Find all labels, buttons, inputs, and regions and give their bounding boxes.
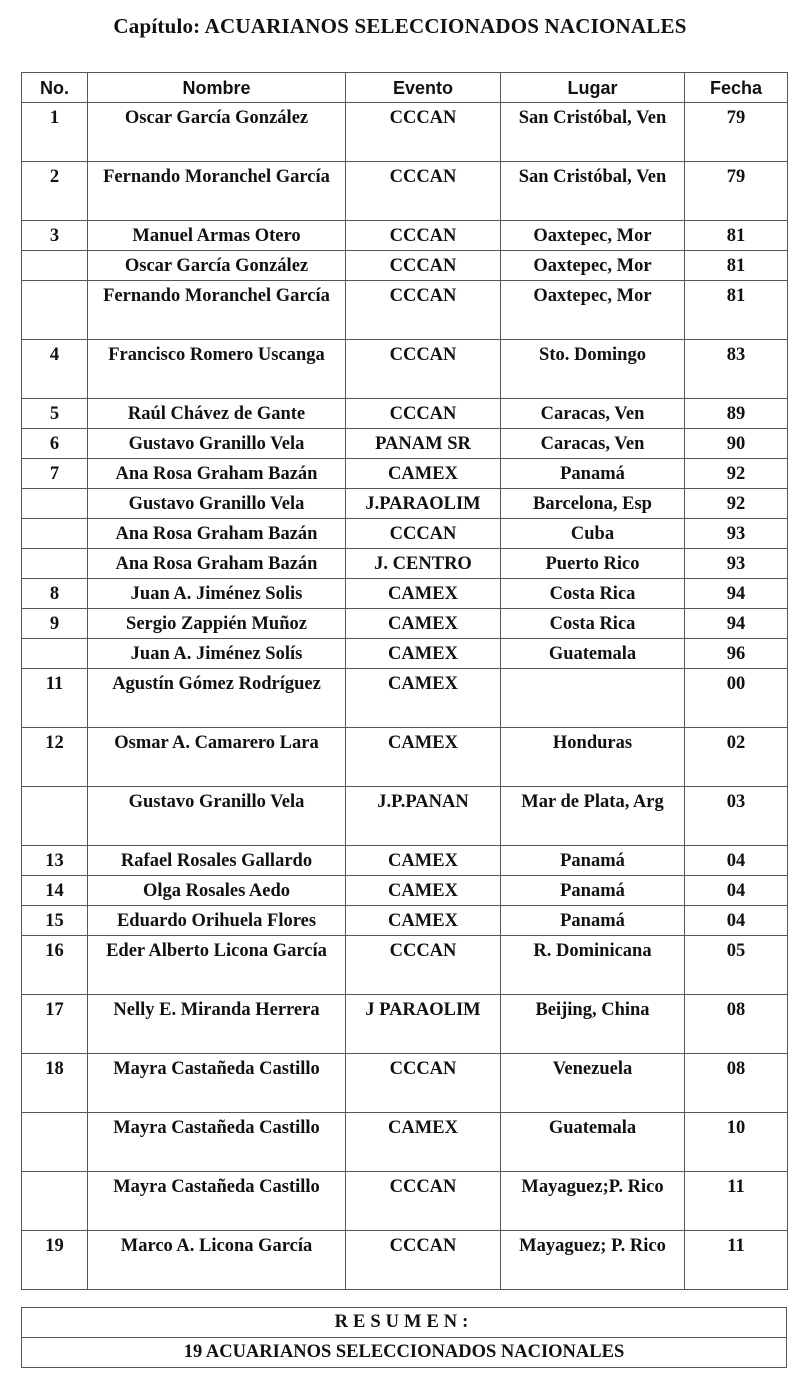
cell-evento: CAMEX	[346, 846, 501, 876]
cell-lugar: Costa Rica	[501, 609, 685, 639]
cell-no	[22, 549, 88, 579]
cell-fecha: 05	[685, 936, 788, 995]
cell-evento: CCCAN	[346, 103, 501, 162]
cell-nombre: Olga Rosales Aedo	[88, 876, 346, 906]
cell-fecha: 90	[685, 429, 788, 459]
cell-no: 19	[22, 1231, 88, 1290]
cell-fecha: 92	[685, 459, 788, 489]
cell-fecha: 89	[685, 399, 788, 429]
cell-evento: CCCAN	[346, 399, 501, 429]
table-row	[22, 519, 788, 549]
cell-fecha: 04	[685, 846, 788, 876]
table-row	[22, 906, 788, 936]
table-row	[22, 1231, 788, 1290]
cell-fecha: 93	[685, 519, 788, 549]
cell-nombre: Francisco Romero Uscanga	[88, 340, 346, 399]
cell-no: 17	[22, 995, 88, 1054]
cell-nombre: Agustín Gómez Rodríguez	[88, 669, 346, 728]
table-row	[22, 162, 788, 221]
cell-no	[22, 1113, 88, 1172]
table-row	[22, 1054, 788, 1113]
cell-no	[22, 489, 88, 519]
table-row	[22, 429, 788, 459]
cell-nombre: Sergio Zappién Muñoz	[88, 609, 346, 639]
cell-nombre: Raúl Chávez de Gante	[88, 399, 346, 429]
summary-box	[21, 1307, 787, 1368]
selected-athletes-table	[21, 72, 788, 1290]
cell-evento: CCCAN	[346, 1054, 501, 1113]
cell-nombre: Juan A. Jiménez Solís	[88, 639, 346, 669]
cell-lugar: Oaxtepec, Mor	[501, 281, 685, 340]
cell-no: 16	[22, 936, 88, 995]
cell-fecha: 79	[685, 162, 788, 221]
table-row	[22, 609, 788, 639]
cell-no: 4	[22, 340, 88, 399]
table-row	[22, 936, 788, 995]
table-row	[22, 1172, 788, 1231]
cell-fecha: 08	[685, 1054, 788, 1113]
cell-nombre: Mayra Castañeda Castillo	[88, 1054, 346, 1113]
cell-evento: J. CENTRO	[346, 549, 501, 579]
cell-lugar: Guatemala	[501, 639, 685, 669]
cell-lugar: Panamá	[501, 876, 685, 906]
cell-fecha: 02	[685, 728, 788, 787]
cell-nombre: Oscar García González	[88, 251, 346, 281]
cell-no	[22, 251, 88, 281]
cell-no: 6	[22, 429, 88, 459]
cell-nombre: Oscar García González	[88, 103, 346, 162]
cell-lugar: Mayaguez;P. Rico	[501, 1172, 685, 1231]
header-fecha: Fecha	[685, 73, 788, 103]
table-row	[22, 251, 788, 281]
cell-no	[22, 639, 88, 669]
table-row	[22, 846, 788, 876]
cell-evento: CAMEX	[346, 876, 501, 906]
cell-fecha: 81	[685, 251, 788, 281]
table-row	[22, 787, 788, 846]
cell-no	[22, 1172, 88, 1231]
cell-nombre: Rafael Rosales Gallardo	[88, 846, 346, 876]
cell-lugar: Oaxtepec, Mor	[501, 221, 685, 251]
cell-evento: J PARAOLIM	[346, 995, 501, 1054]
cell-nombre: Fernando Moranchel García	[88, 162, 346, 221]
cell-lugar: Barcelona, Esp	[501, 489, 685, 519]
summary-text: 19 ACUARIANOS SELECCIONADOS NACIONALES	[22, 1338, 787, 1368]
cell-fecha: 04	[685, 906, 788, 936]
cell-nombre: Mayra Castañeda Castillo	[88, 1113, 346, 1172]
cell-lugar: Mar de Plata, Arg	[501, 787, 685, 846]
cell-fecha: 03	[685, 787, 788, 846]
cell-nombre: Nelly E. Miranda Herrera	[88, 995, 346, 1054]
table-row	[22, 459, 788, 489]
cell-evento: PANAM SR	[346, 429, 501, 459]
cell-lugar: Beijing, China	[501, 995, 685, 1054]
cell-fecha: 96	[685, 639, 788, 669]
header-lugar: Lugar	[501, 73, 685, 103]
table-row	[22, 579, 788, 609]
cell-no	[22, 281, 88, 340]
cell-evento: CAMEX	[346, 906, 501, 936]
cell-nombre: Ana Rosa Graham Bazán	[88, 549, 346, 579]
cell-evento: J.P.PANAN	[346, 787, 501, 846]
cell-fecha: 81	[685, 281, 788, 340]
cell-lugar: Sto. Domingo	[501, 340, 685, 399]
cell-evento: CCCAN	[346, 1172, 501, 1231]
cell-evento: CCCAN	[346, 519, 501, 549]
cell-evento: CAMEX	[346, 609, 501, 639]
cell-lugar: Oaxtepec, Mor	[501, 251, 685, 281]
cell-nombre: Ana Rosa Graham Bazán	[88, 519, 346, 549]
cell-nombre: Gustavo Granillo Vela	[88, 429, 346, 459]
cell-nombre: Juan A. Jiménez Solis	[88, 579, 346, 609]
cell-evento: CAMEX	[346, 1113, 501, 1172]
table-row	[22, 281, 788, 340]
cell-evento: CAMEX	[346, 639, 501, 669]
cell-lugar: Cuba	[501, 519, 685, 549]
table-row	[22, 876, 788, 906]
cell-fecha: 11	[685, 1231, 788, 1290]
cell-nombre: Mayra Castañeda Castillo	[88, 1172, 346, 1231]
summary-heading: RESUMEN:	[22, 1308, 787, 1338]
cell-nombre: Osmar A. Camarero Lara	[88, 728, 346, 787]
table-row	[22, 639, 788, 669]
cell-no: 3	[22, 221, 88, 251]
table-row	[22, 489, 788, 519]
cell-fecha: 83	[685, 340, 788, 399]
cell-lugar: Panamá	[501, 459, 685, 489]
cell-lugar: Venezuela	[501, 1054, 685, 1113]
cell-evento: CAMEX	[346, 579, 501, 609]
page-title: Capítulo: ACUARIANOS SELECCIONADOS NACIONALES	[113, 14, 687, 38]
cell-no: 8	[22, 579, 88, 609]
table-row	[22, 1113, 788, 1172]
cell-lugar: R. Dominicana	[501, 936, 685, 995]
cell-fecha: 00	[685, 669, 788, 728]
cell-evento: CCCAN	[346, 340, 501, 399]
cell-nombre: Marco A. Licona García	[88, 1231, 346, 1290]
cell-no: 2	[22, 162, 88, 221]
cell-fecha: 94	[685, 609, 788, 639]
cell-no: 9	[22, 609, 88, 639]
table-row	[22, 399, 788, 429]
cell-lugar: Caracas, Ven	[501, 399, 685, 429]
table-row	[22, 669, 788, 728]
cell-evento: CCCAN	[346, 221, 501, 251]
cell-evento: CAMEX	[346, 459, 501, 489]
cell-fecha: 81	[685, 221, 788, 251]
cell-nombre: Gustavo Granillo Vela	[88, 489, 346, 519]
cell-no: 11	[22, 669, 88, 728]
cell-no: 13	[22, 846, 88, 876]
cell-lugar: Caracas, Ven	[501, 429, 685, 459]
cell-lugar: Guatemala	[501, 1113, 685, 1172]
cell-evento: CCCAN	[346, 162, 501, 221]
table-row	[22, 221, 788, 251]
cell-evento: CCCAN	[346, 936, 501, 995]
cell-lugar: Costa Rica	[501, 579, 685, 609]
cell-no	[22, 519, 88, 549]
cell-fecha: 10	[685, 1113, 788, 1172]
table-row	[22, 995, 788, 1054]
cell-fecha: 92	[685, 489, 788, 519]
cell-nombre: Eder Alberto Licona García	[88, 936, 346, 995]
table-row	[22, 728, 788, 787]
cell-nombre: Manuel Armas Otero	[88, 221, 346, 251]
cell-lugar: Panamá	[501, 906, 685, 936]
table-row	[22, 549, 788, 579]
cell-evento: CCCAN	[346, 281, 501, 340]
header-nombre: Nombre	[88, 73, 346, 103]
cell-lugar: San Cristóbal, Ven	[501, 162, 685, 221]
cell-no: 7	[22, 459, 88, 489]
cell-evento: J.PARAOLIM	[346, 489, 501, 519]
cell-evento: CCCAN	[346, 1231, 501, 1290]
cell-no	[22, 787, 88, 846]
cell-no: 1	[22, 103, 88, 162]
header-no: No.	[22, 73, 88, 103]
cell-fecha: 93	[685, 549, 788, 579]
cell-lugar: Puerto Rico	[501, 549, 685, 579]
cell-no: 14	[22, 876, 88, 906]
cell-lugar	[501, 669, 685, 728]
cell-lugar: Panamá	[501, 846, 685, 876]
cell-lugar: San Cristóbal, Ven	[501, 103, 685, 162]
cell-nombre: Gustavo Granillo Vela	[88, 787, 346, 846]
cell-no: 12	[22, 728, 88, 787]
cell-fecha: 79	[685, 103, 788, 162]
cell-lugar: Honduras	[501, 728, 685, 787]
cell-no: 5	[22, 399, 88, 429]
cell-nombre: Ana Rosa Graham Bazán	[88, 459, 346, 489]
table-row	[22, 340, 788, 399]
cell-evento: CAMEX	[346, 728, 501, 787]
cell-fecha: 08	[685, 995, 788, 1054]
cell-nombre: Eduardo Orihuela Flores	[88, 906, 346, 936]
cell-fecha: 94	[685, 579, 788, 609]
cell-fecha: 11	[685, 1172, 788, 1231]
header-evento: Evento	[346, 73, 501, 103]
cell-nombre: Fernando Moranchel García	[88, 281, 346, 340]
cell-evento: CCCAN	[346, 251, 501, 281]
table-header-row	[22, 73, 788, 103]
cell-lugar: Mayaguez; P. Rico	[501, 1231, 685, 1290]
cell-no: 15	[22, 906, 88, 936]
table-row	[22, 103, 788, 162]
cell-evento: CAMEX	[346, 669, 501, 728]
cell-no: 18	[22, 1054, 88, 1113]
cell-fecha: 04	[685, 876, 788, 906]
